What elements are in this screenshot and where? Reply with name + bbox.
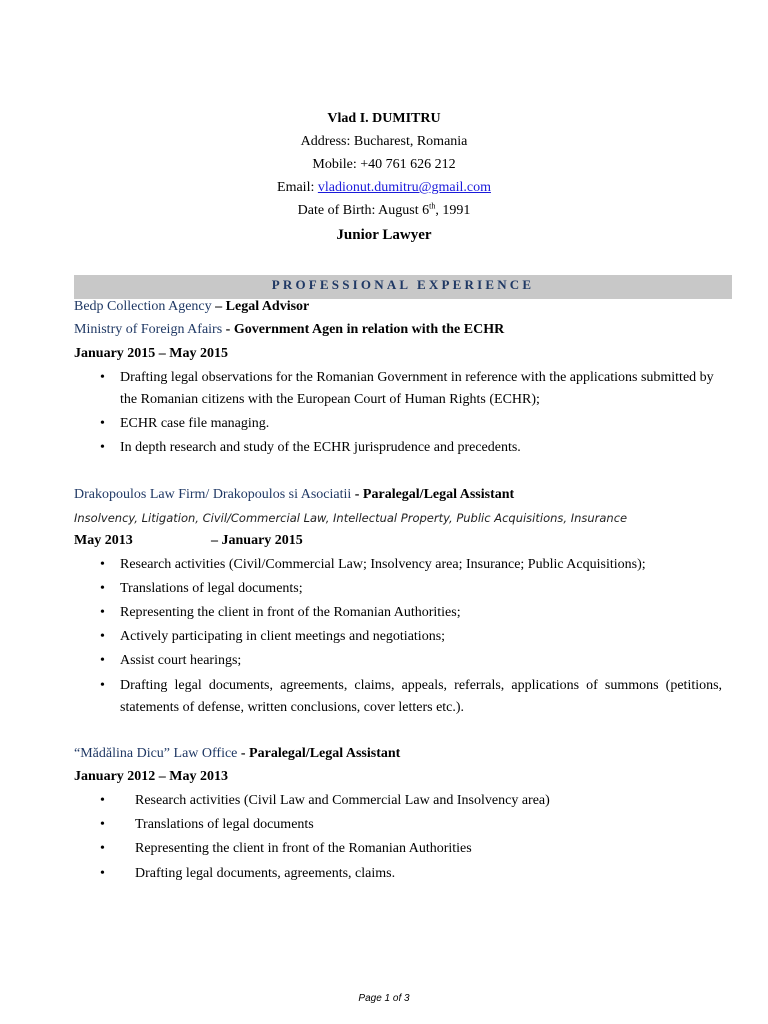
job-period-end: – January 2015 [211,533,303,548]
page-number: Page 1 of 3 [358,993,410,1004]
job-heading [74,745,400,763]
email-link[interactable]: vladionut.dumitru@gmail.com [317,180,491,195]
bullet-marker: • [100,440,105,455]
date-of-birth-line [0,202,768,220]
job-heading [74,486,514,504]
bullet-marker: • [100,629,105,644]
list-item-text: ECHR case file managing. [120,416,270,431]
company-name: Drakopoulos Law Firm/ Drakopoulos si Asociatii [74,487,352,502]
email-line [0,179,768,197]
job-role: – Legal Advisor [211,299,310,314]
job-period: January 2015 – May 2015 [74,346,228,361]
company-name: Ministry of Foreign Afairs [74,322,223,337]
company-name: “Mădălina Dicu” Law Office [74,746,238,761]
list-item-text: Representing the client in front of the Romanian Authorities; [120,605,461,620]
section-title: PROFESSIONAL EXPERIENCE [271,277,535,292]
bullet-marker: • [100,581,105,596]
dob-superscript: th [429,201,436,211]
mobile-line: Mobile: +40 761 626 212 [312,157,456,172]
job-role: - Government Agen in relation with the ECHR [222,322,505,337]
practice-areas: Insolvency, Litigation, Civil/Commercial Law, Intellectual Property, Public Acquisitions, Insurance [74,511,628,525]
list-item-text: Representing the client in front of the Romanian Authorities [135,841,472,856]
bullet-marker: • [100,653,105,668]
bullet-marker: • [100,605,105,620]
bullet-marker: • [100,557,105,572]
email-label: Email: [277,180,318,195]
job-heading [74,321,504,339]
bullet-marker: • [100,793,105,808]
list-item-text: Actively participating in client meetings and negotiations; [120,629,446,644]
list-item-text: In depth research and study of the ECHR jurisprudence and precedents. [120,440,521,455]
list-item-text: Research activities (Civil/Commercial Law; Insolvency area; Insurance; Public Acquisitions); [120,557,646,572]
job-role: - Paralegal/Legal Assistant [351,487,515,502]
list-item-text: Drafting legal documents, agreements, claims. [135,866,396,881]
company-name: Bedp Collection Agency [74,299,212,314]
bullet-marker: • [100,370,105,385]
dob-prefix: Date of Birth: August 6 [297,203,430,218]
job-period: January 2012 – May 2013 [74,769,228,784]
list-item-continuation: the Romanian citizens with the European Court of Human Rights (ECHR); [120,392,540,407]
candidate-name: Vlad I. DUMITRU [327,111,441,126]
bullet-marker: • [100,817,105,832]
list-item-text: Translations of legal documents; [120,581,303,596]
bullet-marker: • [100,678,105,693]
list-item-text: Drafting legal documents, agreements, claims, appeals, referrals, applications of summons (petitions, [120,678,723,693]
address-line: Address: Bucharest, Romania [300,134,468,149]
job-title: Junior Lawyer [336,227,432,243]
dob-suffix: , 1991 [435,203,471,218]
section-header-bar [74,275,732,299]
list-item-text: Assist court hearings; [120,653,242,668]
job-role: - Paralegal/Legal Assistant [237,746,401,761]
bullet-marker: • [100,841,105,856]
list-item-text: Translations of legal documents [135,817,314,832]
bullet-marker: • [100,416,105,431]
bullet-marker: • [100,866,105,881]
job-period-start: May 2013 [74,533,133,548]
list-item-text: Drafting legal observations for the Romanian Government in reference with the applications submitted by [120,370,714,385]
list-item-text: Research activities (Civil Law and Commercial Law and Insolvency area) [135,793,550,808]
list-item-continuation: statements of defense, written conclusions, cover letters etc.). [120,700,465,715]
job-heading [74,298,309,316]
